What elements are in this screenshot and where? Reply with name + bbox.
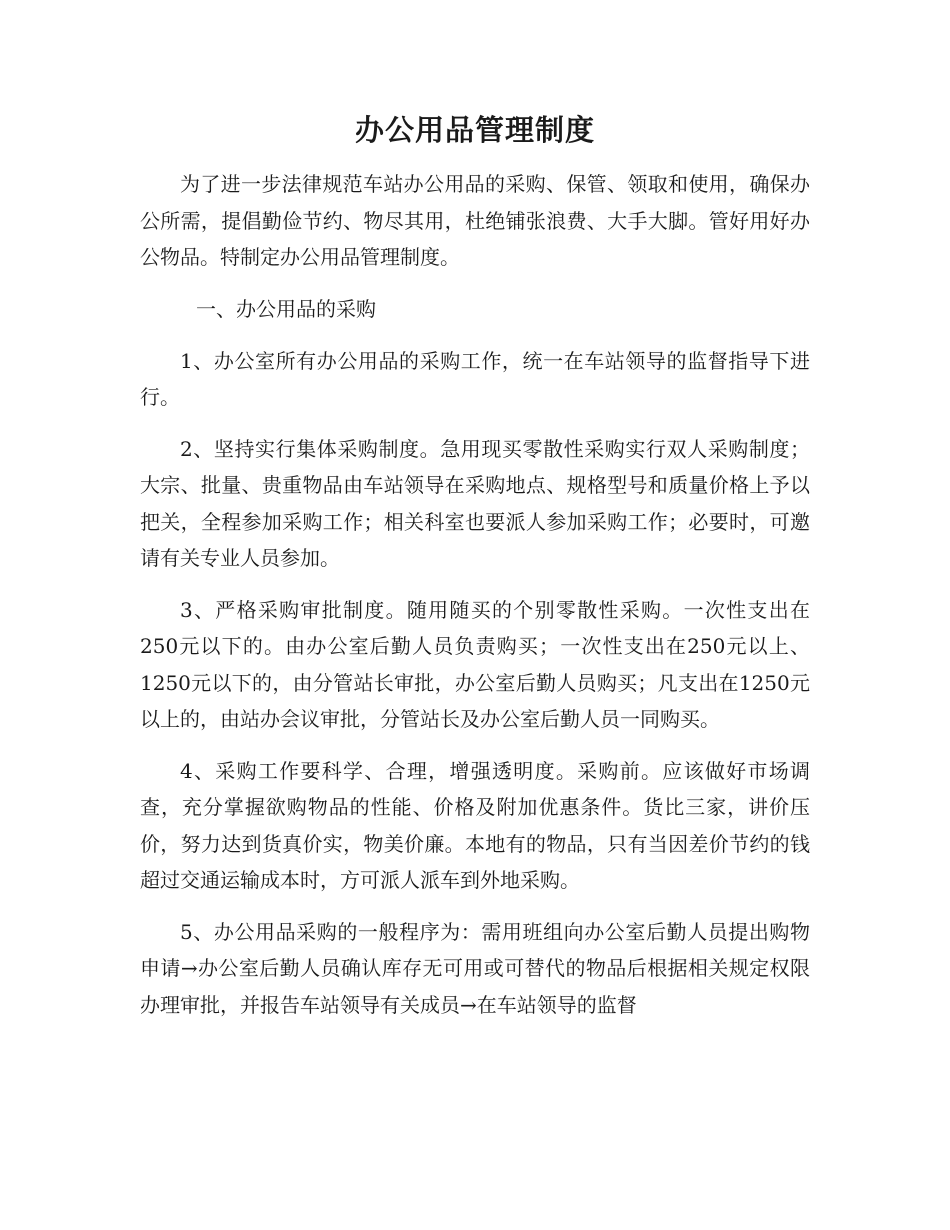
clause-5: 5、办公用品采购的一般程序为：需用班组向办公室后勤人员提出购物申请→办公室后勤人员确认库存无可用或可替代的物品后根据相关规定权限办理审批，并报告车站领导有关成员→在车站领导的监督	[140, 919, 810, 1017]
clause-4: 4、采购工作要科学、合理，增强透明度。采购前。应该做好市场调查，充分掌握欲购物品的性能、价格及附加优惠条件。货比三家，讲价压价，努力达到货真价实，物美价廉。本地有的物品，只有当因差价节约的钱超过交通运输成本时，方可派人派车到外地采购。	[140, 758, 810, 892]
clause-3: 3、严格采购审批制度。随用随买的个别零散性采购。一次性支出在250元以下的。由办公室后勤人员负责购买；一次性支出在250元以上、1250元以下的，由分管站长审批，办公室后勤人员购买；凡支出在1250元以上的，由站办会议审批，分管站长及办公室后勤人员一同购买。	[140, 597, 810, 731]
document-title: 办公用品管理制度	[354, 113, 595, 147]
clause-2: 2、坚持实行集体采购制度。急用现买零散性采购实行双人采购制度；大宗、批量、贵重物品由车站领导在采购地点、规格型号和质量价格上予以把关，全程参加采购工作；相关科室也要派人参加采购工作；必要时，可邀请有关专业人员参加。	[140, 436, 810, 570]
intro-paragraph: 为了进一步法律规范车站办公用品的采购、保管、领取和使用，确保办公所需，提倡勤俭节约、物尽其用，杜绝铺张浪费、大手大脚。管好用好办公物品。特制定办公用品管理制度。	[140, 172, 810, 269]
document-body	[140, 166, 810, 1038]
section-heading: 一、办公用品的采购	[196, 296, 376, 321]
clause-1: 1、办公室所有办公用品的采购工作，统一在车站领导的监督指导下进行。	[140, 348, 810, 409]
